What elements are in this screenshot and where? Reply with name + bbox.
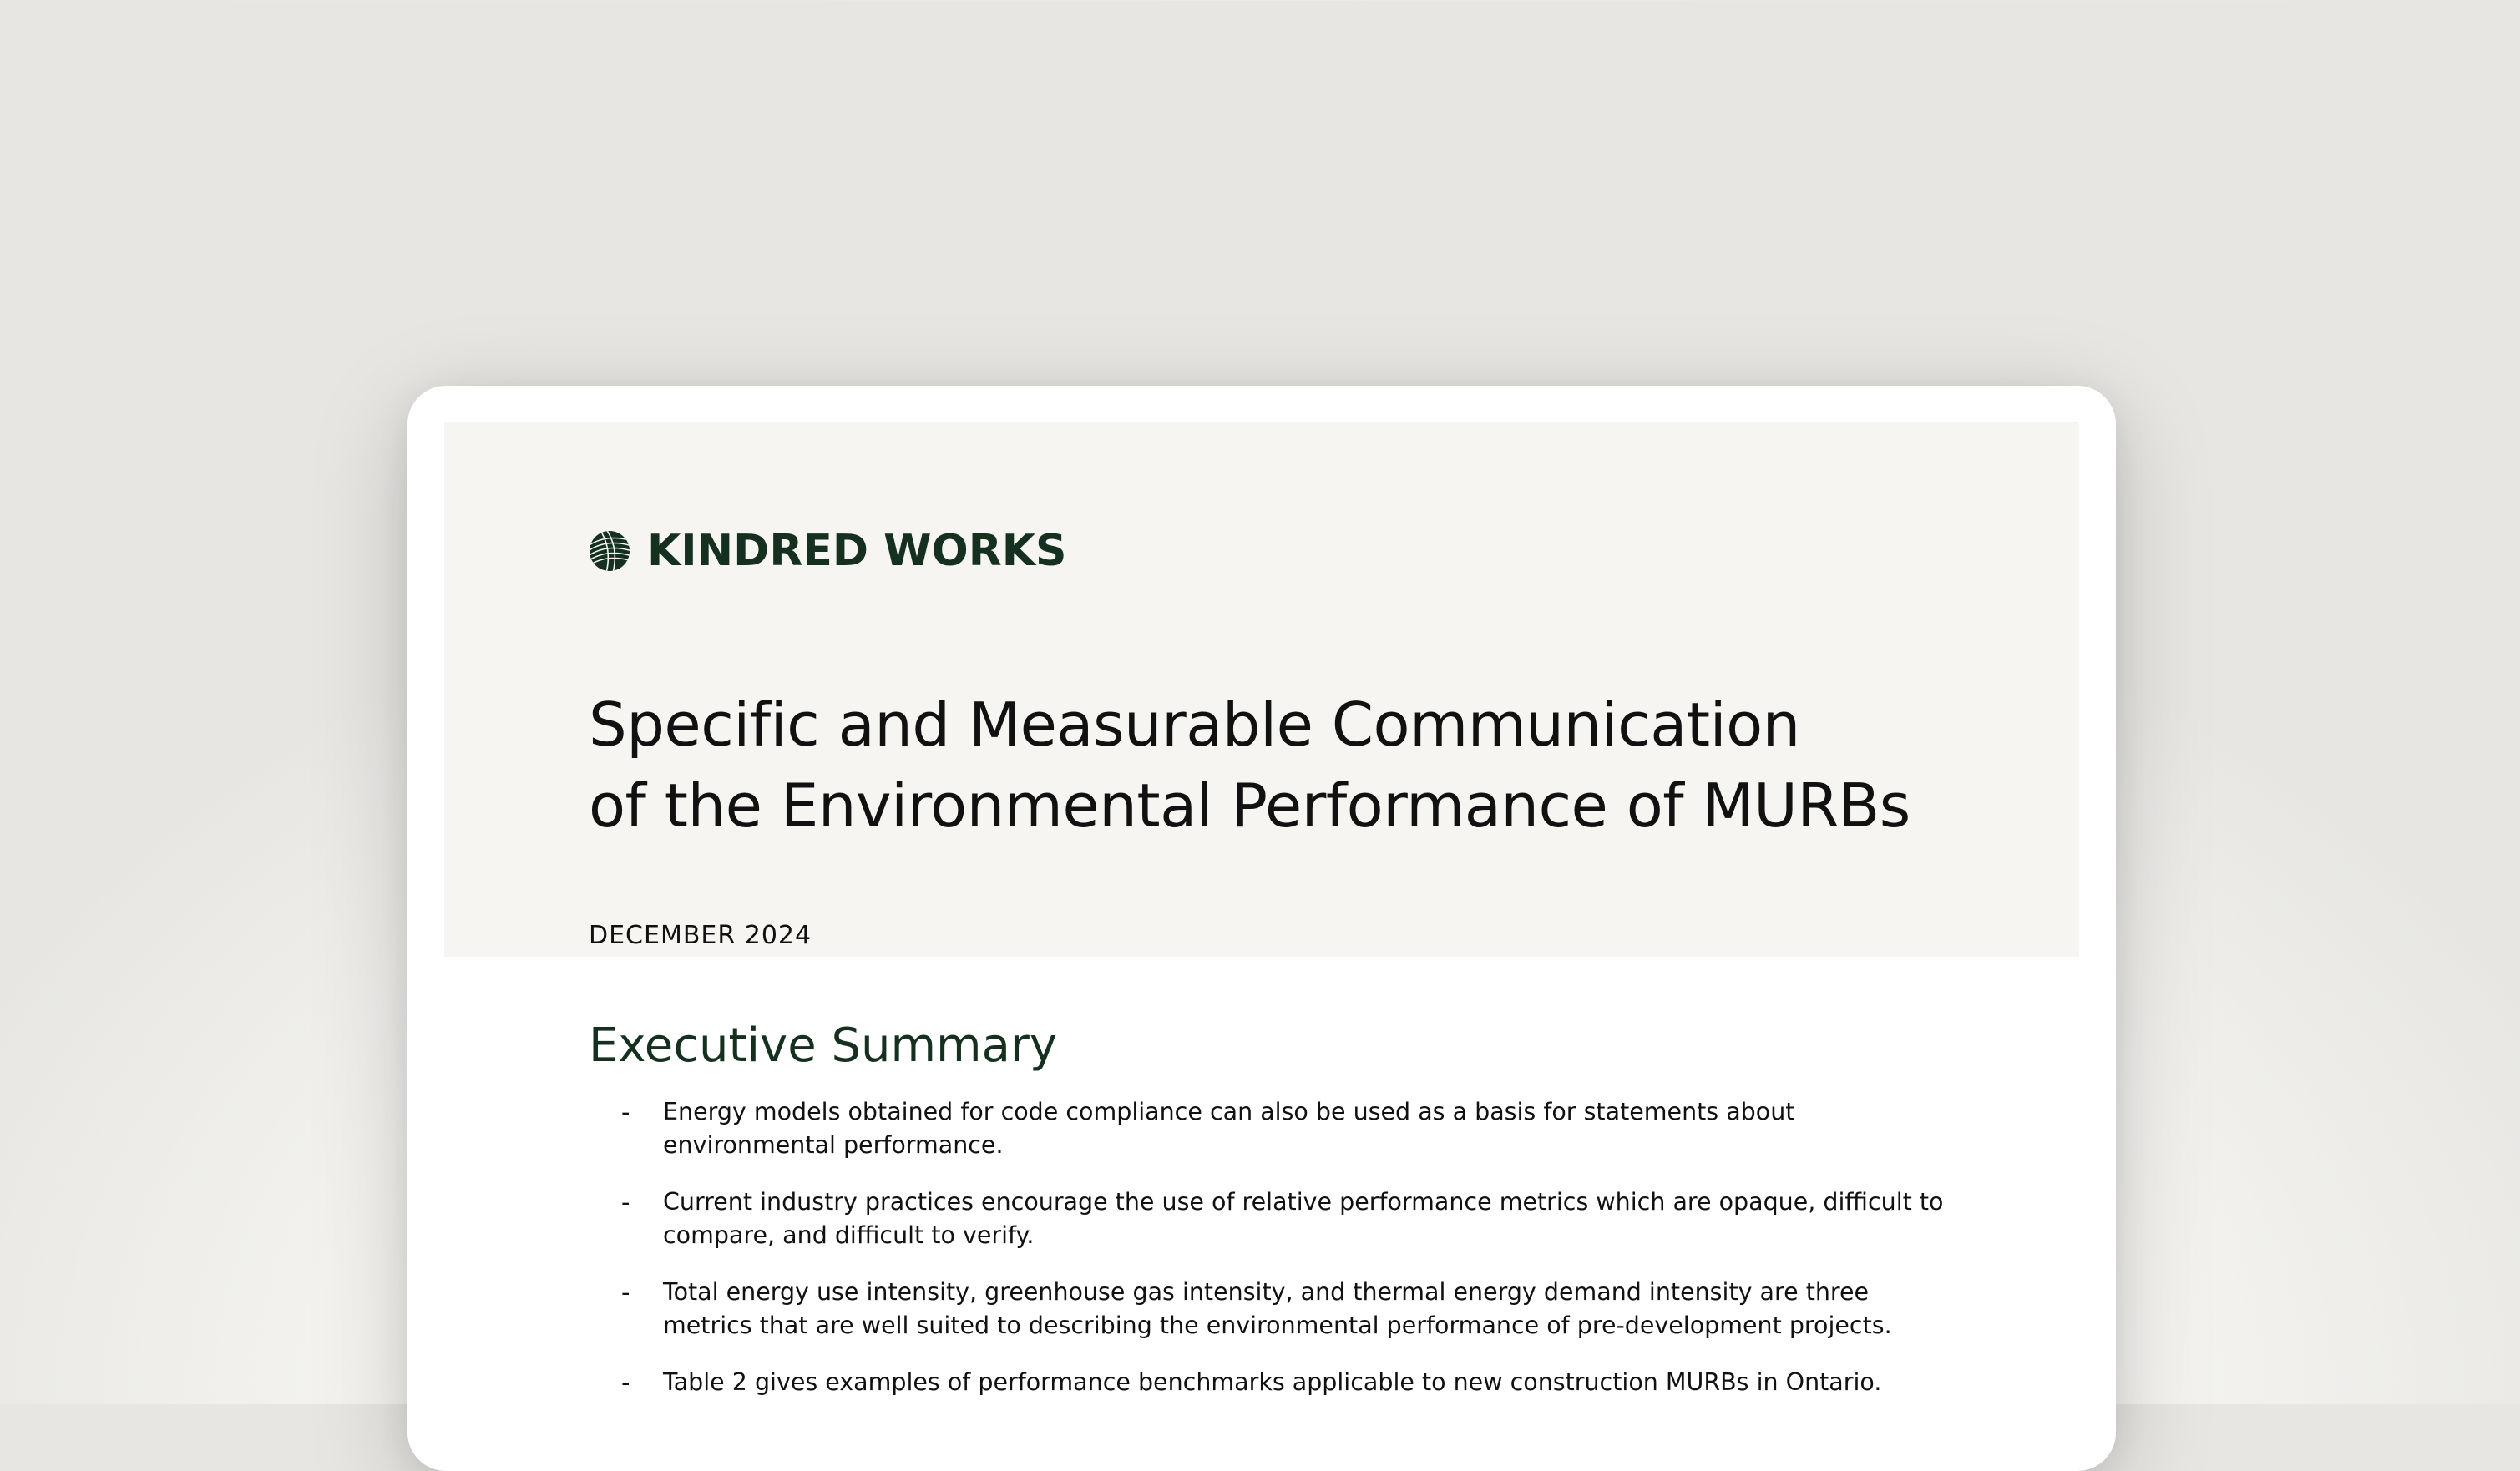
list-item-text: Table 2 gives examples of performance benchmarks applicable to new construction MURBs in Ontario. [663, 1368, 1882, 1396]
list-item [621, 1276, 1949, 1342]
document-title-line-2: of the Environmental Performance of MURBs [589, 771, 1910, 841]
list-item [621, 1366, 1949, 1399]
executive-summary-heading: Executive Summary [589, 1019, 1058, 1073]
document-page [407, 386, 2116, 1471]
list-item [621, 1185, 1949, 1252]
document-title [589, 685, 2058, 847]
list-item-text: Total energy use intensity, greenhouse gas intensity, and thermal energy demand intensity are three metrics that are well suited to describing the environmental performance of pre-development projects. [663, 1278, 1892, 1339]
list-item [621, 1095, 1949, 1162]
bullet-dash: - [621, 1278, 630, 1307]
bullet-dash: - [621, 1098, 630, 1126]
brand-logo [589, 526, 1067, 576]
bullet-dash: - [621, 1188, 630, 1216]
bullet-dash: - [621, 1368, 630, 1397]
kindred-works-logo-icon [589, 530, 630, 572]
document-date: DECEMBER 2024 [589, 921, 812, 950]
brand-name: KINDRED WORKS [647, 526, 1067, 576]
document-header [444, 422, 2079, 957]
executive-summary-list [621, 1095, 1949, 1423]
list-item-text: Current industry practices encourage the use of relative performance metrics which are opaque, difficult to compare, and difficult to verify. [663, 1188, 1944, 1249]
document-title-line-1: Specific and Measurable Communication [589, 690, 1800, 760]
list-item-text: Energy models obtained for code compliance can also be used as a basis for statements about environmental performance. [663, 1098, 1795, 1159]
